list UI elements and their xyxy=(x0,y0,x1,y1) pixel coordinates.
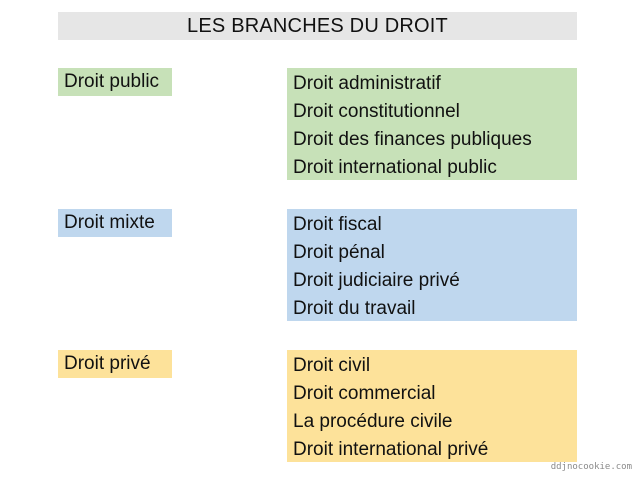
item-droit-administratif: Droit administratif xyxy=(293,73,441,94)
label-droit-public: Droit public xyxy=(58,68,172,96)
label-droit-prive: Droit privé xyxy=(58,350,172,378)
label-droit-mixte: Droit mixte xyxy=(58,209,172,237)
box-droit-public xyxy=(287,68,577,180)
box-droit-prive xyxy=(287,350,577,462)
item-droit-international-public: Droit international public xyxy=(293,157,497,178)
item-droit-commercial: Droit commercial xyxy=(293,383,436,404)
item-droit-fiscal: Droit fiscal xyxy=(293,214,382,235)
item-droit-du-travail: Droit du travail xyxy=(293,298,416,319)
item-droit-civil: Droit civil xyxy=(293,355,371,376)
item-droit-constitutionnel: Droit constitutionnel xyxy=(293,101,460,122)
item-droit-judiciaire-prive: Droit judiciaire privé xyxy=(293,270,460,291)
item-droit-international-prive: Droit international privé xyxy=(293,439,489,460)
watermark: ddjnocookie.com xyxy=(550,462,632,472)
page-title: LES BRANCHES DU DROIT xyxy=(58,12,577,40)
box-droit-mixte xyxy=(287,209,577,321)
item-droit-finances-publiques: Droit des finances publiques xyxy=(293,129,532,150)
item-procedure-civile: La procédure civile xyxy=(293,411,453,432)
item-droit-penal: Droit pénal xyxy=(293,242,385,263)
